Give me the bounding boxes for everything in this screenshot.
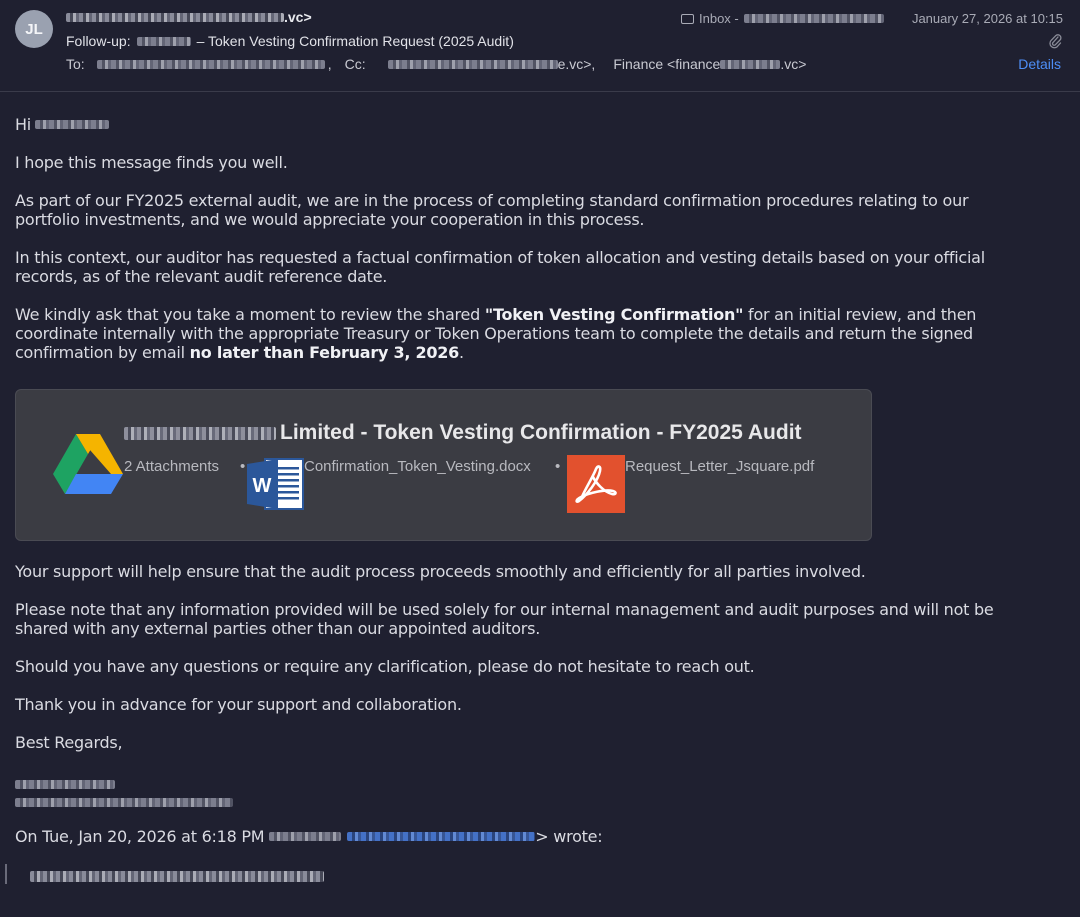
attachment-title-text: Limited - Token Vesting Confirmation - FY2025 Audit xyxy=(280,421,802,444)
paragraph-6: Please note that any information provided will be used solely for our internal management and audit purposes and will not be shared with any external parties other than our appointed auditors. xyxy=(15,600,994,638)
attachment-count: 2 Attachments xyxy=(124,458,220,475)
word-doc-icon[interactable] xyxy=(247,455,305,513)
quote-intro: On Tue, Jan 20, 2026 at 6:18 PM xyxy=(15,827,265,846)
message-date: January 27, 2026 at 10:15 xyxy=(911,11,1063,26)
redacted-sender xyxy=(66,13,284,22)
quote-wrote: > wrote: xyxy=(535,827,603,846)
paragraph-2: As part of our FY2025 external audit, we are in the process of completing standard confirmation procedures relating to our portfolio investments, and we would appreciate your cooperation in this process. xyxy=(15,191,969,229)
sender-suffix: .vc> xyxy=(284,9,312,25)
to-label: To: xyxy=(66,56,85,72)
quote-header xyxy=(15,827,1025,846)
attachment-pdf[interactable]: Request_Letter_Jsquare.pdf xyxy=(625,458,815,475)
cc-finance[interactable]: Finance <finance xyxy=(613,56,721,72)
cc-suffix: e.vc>, xyxy=(557,56,596,72)
paragraph-7: Should you have any questions or require any clarification, please do not hesitate to reach out. xyxy=(15,657,755,676)
paperclip-icon[interactable] xyxy=(1048,33,1062,49)
mailbox-label[interactable] xyxy=(681,11,884,26)
signoff: Best Regards, xyxy=(15,733,123,752)
attachment-title xyxy=(124,421,802,445)
paragraph-1: I hope this message finds you well. xyxy=(15,153,288,172)
redacted-company xyxy=(124,427,276,440)
redacted-subject xyxy=(137,37,191,46)
redacted-signature-name xyxy=(15,780,115,789)
p4-bold-deadline: no later than February 3, 2026 xyxy=(189,343,460,362)
signature-title xyxy=(15,792,233,811)
message-header xyxy=(0,0,1080,92)
svg-text:W: W xyxy=(252,475,272,497)
finance-suffix: .vc> xyxy=(780,56,807,72)
paragraph-3: In this context, our auditor has requested a factual confirmation of token allocation and vesting details based on your official records, as of the relevant audit reference date. xyxy=(15,248,985,286)
details-link[interactable]: Details xyxy=(1018,56,1061,72)
p4-text-a: We kindly ask that you take a moment to review the shared xyxy=(15,305,485,324)
avatar: JL xyxy=(15,10,53,48)
redacted-quoted-text xyxy=(30,871,324,882)
signature-name xyxy=(15,774,115,793)
quote-bar xyxy=(5,864,7,884)
redacted-signature-title xyxy=(15,798,233,807)
recipients xyxy=(66,56,806,72)
sender[interactable] xyxy=(66,9,312,25)
quoted-text xyxy=(30,868,324,886)
pdf-icon[interactable] xyxy=(567,455,625,513)
redacted-cc[interactable] xyxy=(388,60,558,69)
greeting xyxy=(15,115,1025,134)
comma: , xyxy=(327,56,332,72)
subject-prefix: Follow-up: xyxy=(66,33,131,49)
redacted-quote-name xyxy=(269,832,341,841)
attachment-docx[interactable]: Confirmation_Token_Vesting.docx xyxy=(304,458,531,475)
subject-rest: – Token Vesting Confirmation Request (2025 Audit) xyxy=(196,33,514,49)
separator: • xyxy=(555,458,561,475)
redacted-mailbox xyxy=(744,14,884,23)
greeting-text: Hi xyxy=(15,115,31,134)
redacted-quote-email[interactable] xyxy=(347,832,535,841)
cc-label: Cc: xyxy=(344,56,366,72)
folder-icon xyxy=(681,14,694,24)
separator: • xyxy=(240,458,246,475)
redacted-finance xyxy=(720,60,780,69)
subject-line xyxy=(66,33,514,49)
attachment-card[interactable] xyxy=(15,389,872,541)
p4-bold-title: "Token Vesting Confirmation" xyxy=(484,305,744,324)
paragraph-5: Your support will help ensure that the audit process proceeds smoothly and efficiently for all parties involved. xyxy=(15,562,866,581)
mailbox-text: Inbox - xyxy=(699,11,739,26)
paragraph-8: Thank you in advance for your support and collaboration. xyxy=(15,695,462,714)
redacted-name xyxy=(35,120,109,129)
google-drive-icon xyxy=(53,434,123,496)
paragraph-4 xyxy=(15,305,1025,362)
p4-text-c: . xyxy=(459,343,464,362)
p4-text-b: for an initial review, and then coordinate internally with the appropriate Treasury or Token Operations team to complete the details and return the signed confirmation by email xyxy=(15,305,977,362)
redacted-to[interactable] xyxy=(97,60,325,69)
